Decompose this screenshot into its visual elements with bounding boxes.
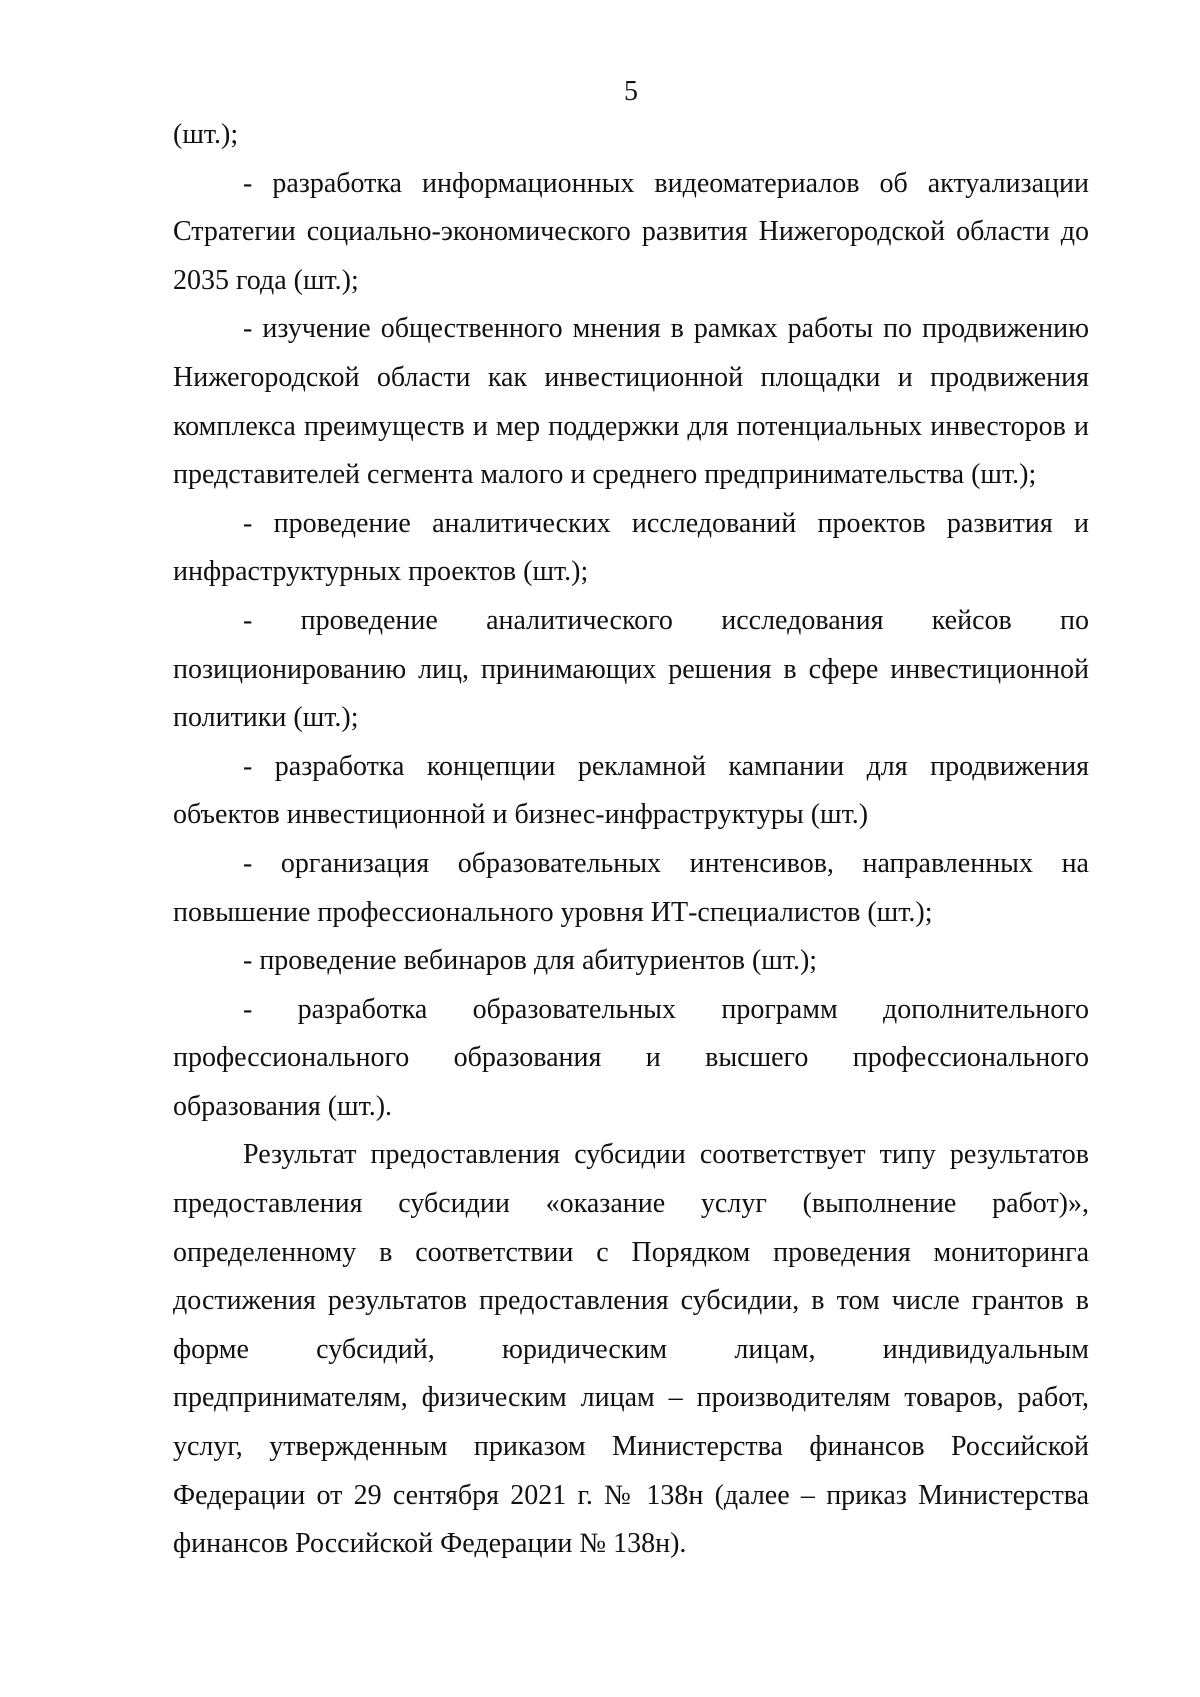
list-item-webinars: - проведение вебинаров для абитуриентов (шт.); bbox=[243, 945, 818, 977]
paragraph-continuation: (шт.); bbox=[173, 119, 239, 150]
list-item-educational-intensives: - организация образовательных интенсивов, направленных на повышение профессионального уровня ИТ-специалистов (шт.); bbox=[173, 847, 1089, 928]
list-item-ad-campaign-concept: - разработка концепции рекламной кампании для продвижения объектов инвестиционной и бизнес-инфраструктуры (шт.) bbox=[173, 750, 1089, 831]
page-number: 5 bbox=[624, 76, 638, 107]
list-item-educational-programs: - разработка образовательных программ дополнительного профессионального образования и высшего профессионального образования (шт.). bbox=[173, 993, 1089, 1122]
document-body bbox=[173, 111, 1089, 1569]
paragraph-subsidy-result: Результат предоставления субсидии соответствует типу результатов предоставления субсидии «оказание услуг (выполнение работ)», определенному в соответствии с Порядком проведения мониторинга достижения результатов предоставления субсидии, в том числе грантов в форме субсидий, юридическим лицам, индивидуальным предпринимателям, физическим лицам – производителям товаров, работ, услуг, утвержденным приказом Министерства финансов Российской Федерации от 29 сентября 2021 г. № 138н (далее – приказ Министерства финансов Российской Федерации № 138н). bbox=[173, 1139, 1089, 1560]
list-item-case-research: - проведение аналитического исследования кейсов по позиционированию лиц, принимающих решения в сфере инвестиционной политики (шт.); bbox=[173, 604, 1089, 734]
list-item-analytical-research: - проведение аналитических исследований проектов развития и инфраструктурных проектов (шт.); bbox=[173, 507, 1089, 588]
list-item-public-opinion-study: - изучение общественного мнения в рамках работы по продвижению Нижегородской области как инвестиционной площадки и продвижения комплекса преимуществ и мер поддержки для потенциальных инвесторов и представителей сегмента малого и среднего предпринимательства (шт.); bbox=[173, 313, 1089, 491]
list-item-video-materials: - разработка информационных видеоматериалов об актуализации Стратегии социально-экономического развития Нижегородской области до 2035 года (шт.); bbox=[173, 167, 1089, 296]
